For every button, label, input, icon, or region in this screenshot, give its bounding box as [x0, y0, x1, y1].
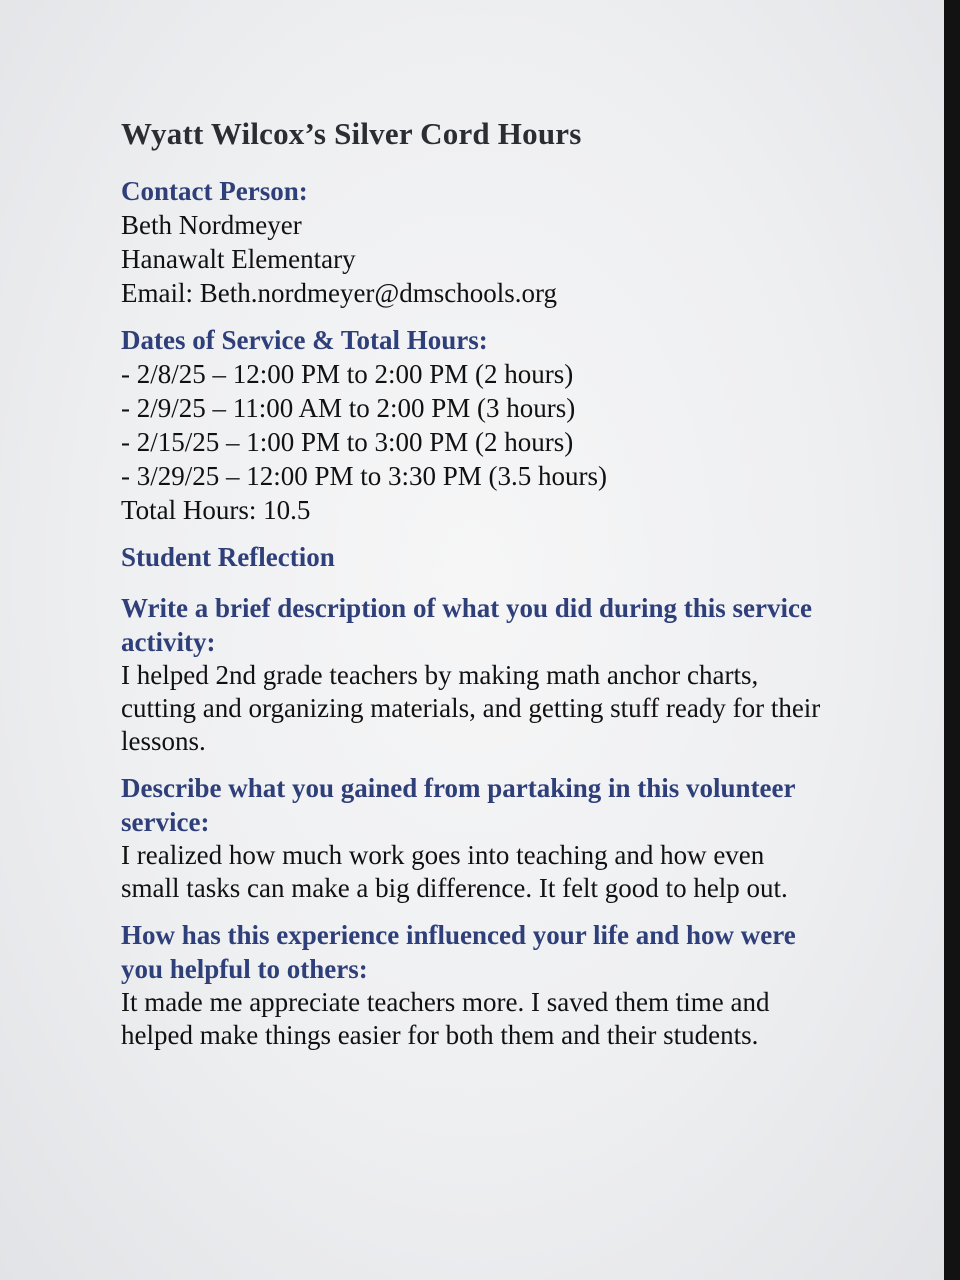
question-text: How has this experience influenced your life and how were you helpful to others:: [121, 920, 796, 984]
service-date-item: - 2/15/25 – 1:00 PM to 3:00 PM (2 hours): [121, 427, 574, 457]
contact-heading: Contact Person:: [121, 176, 308, 206]
contact-email: Email: Beth.nordmeyer@dmschools.org: [121, 278, 558, 308]
service-section: [121, 323, 821, 527]
reflection-question-2: [121, 771, 821, 905]
answer-text: I realized how much work goes into teaching and how even small tasks can make a big difference. It felt good to help out.: [121, 840, 788, 903]
reflection-heading: Student Reflection: [121, 542, 335, 572]
service-date-item: - 3/29/25 – 12:00 PM to 3:30 PM (3.5 hours): [121, 461, 608, 491]
service-dates-list: [121, 357, 821, 493]
reflection-question-1: [121, 591, 821, 758]
total-hours: Total Hours: 10.5: [121, 495, 311, 525]
contact-name: Beth Nordmeyer: [121, 210, 302, 240]
contact-school: Hanawalt Elementary: [121, 244, 356, 274]
answer-text: It made me appreciate teachers more. I saved them time and helped make things easier for both them and their students.: [121, 987, 770, 1050]
contact-section: [121, 174, 821, 310]
service-date-item: - 2/9/25 – 11:00 AM to 2:00 PM (3 hours): [121, 393, 576, 423]
service-date-item: - 2/8/25 – 12:00 PM to 2:00 PM (2 hours): [121, 359, 574, 389]
answer-text: I helped 2nd grade teachers by making math anchor charts, cutting and organizing materials, and getting stuff ready for their lessons.: [121, 660, 821, 756]
screen-bezel: [944, 0, 960, 1280]
reflection-question-3: [121, 918, 821, 1052]
question-text: Describe what you gained from partaking in this volunteer service:: [121, 773, 796, 837]
question-text: Write a brief description of what you did during this service activity:: [121, 593, 812, 657]
document-content: [121, 112, 821, 1065]
document-title: Wyatt Wilcox’s Silver Cord Hours: [121, 116, 582, 151]
service-heading: Dates of Service & Total Hours:: [121, 325, 488, 355]
